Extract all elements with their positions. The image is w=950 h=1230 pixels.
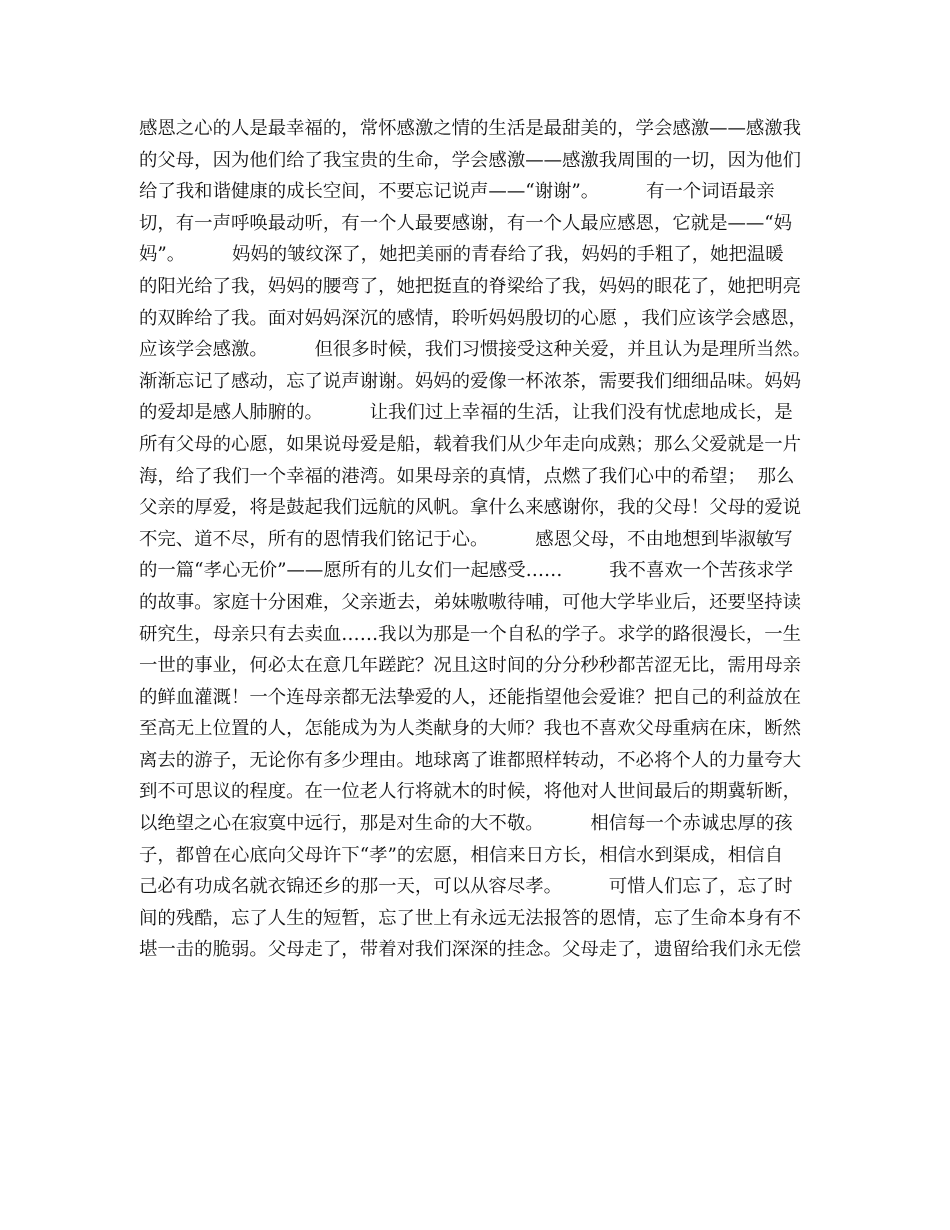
body-text [139,113,829,966]
text-line: 给了我和谐健康的成长空间，不要忘记说声——“谢谢”。 有一个词语最亲 [139,181,775,203]
text-line: 以绝望之心在寂寞中远行，那是对生命的大不敬。 相信每一个赤诚忠厚的孩 [139,813,793,835]
text-line: 父亲的厚爱，将是鼓起我们远航的风帆。拿什么来感谢你，我的父母！父母的爱说 [139,497,802,519]
text-line: 的鲜血灌溉！一个连母亲都无法挚爱的人，还能指望他会爱谁？把自己的利益放在 [139,686,802,708]
text-line: 的故事。家庭十分困难，父亲逝去，弟妹嗷嗷待哺，可他大学毕业后，还要坚持读 [139,591,802,613]
text-line: 间的残酷，忘了人生的短暂，忘了世上有永远无法报答的恩情，忘了生命本身有不 [139,907,802,929]
text-line: 切，有一声呼唤最动听，有一个人最要感谢，有一个人最应感恩，它就是——“妈 [139,212,793,234]
text-line: 的阳光给了我，妈妈的腰弯了，她把挺直的脊梁给了我，妈妈的眼花了，她把明亮 [139,275,802,297]
text-line: 离去的游子，无论你有多少理由。地球离了谁都照样转动，不必将个人的力量夸大 [139,749,802,771]
text-line: 的爱却是感人肺腑的。 让我们过上幸福的生活，让我们没有忧虑地成长，是 [139,402,793,424]
text-line: 渐渐忘记了感动，忘了说声谢谢。妈妈的爱像一杯浓茶，需要我们细细品味。妈妈 [139,370,802,392]
text-line: 到不可思议的程度。在一位老人行将就木的时候，将他对人世间最后的期冀斩断， [139,781,802,803]
text-line: 研究生，母亲只有去卖血……我以为那是一个自私的学子。求学的路很漫长，一生 [139,623,802,645]
text-line: 己必有功成名就衣锦还乡的那一天，可以从容尽孝。 可惜人们忘了，忘了时 [139,876,793,898]
text-line: 一世的事业，何必太在意几年蹉跎？况且这时间的分分秒秒都苦涩无比，需用母亲 [139,655,802,677]
text-line: 感恩之心的人是最幸福的，常怀感激之情的生活是最甜美的，学会感激——感激我 [139,118,802,139]
text-line: 海，给了我们一个幸福的港湾。如果母亲的真情，点燃了我们心中的希望； 那么 [139,465,795,487]
text-line: 的一篇“孝心无价”——愿所有的儿女们一起感受…… 我不喜欢一个苦孩求学 [139,560,794,582]
text-line: 的父母，因为他们给了我宝贵的生命，学会感激——感激我周围的一切，因为他们 [139,149,802,171]
text-line: 不完、道不尽，所有的恩情我们铭记于心。 感恩父母，不由地想到毕淑敏写 [139,528,793,550]
text-line: 所有父母的心愿，如果说母爱是船，载着我们从少年走向成熟；那么父爱就是一片 [139,433,802,455]
text-line: 应该学会感激。 但很多时候，我们习惯接受这种关爱，并且认为是理所当然。 [139,339,812,361]
text-line: 堪一击的脆弱。父母走了，带着对我们深深的挂念。父母走了，遗留给我们永无偿 [139,939,802,961]
text-line: 子，都曾在心底向父母许下“孝”的宏愿，相信来日方长，相信水到渠成，相信自 [139,844,784,866]
text-line: 妈”。 妈妈的皱纹深了，她把美丽的青春给了我，妈妈的手粗了，她把温暖 [139,244,784,266]
text-line: 的双眸给了我。面对妈妈深沉的感情，聆听妈妈殷切的心愿 ，我们应该学会感恩， [139,307,807,329]
text-line: 至高无上位置的人，怎能成为为人类献身的大师？我也不喜欢父母重病在床，断然 [139,718,802,740]
